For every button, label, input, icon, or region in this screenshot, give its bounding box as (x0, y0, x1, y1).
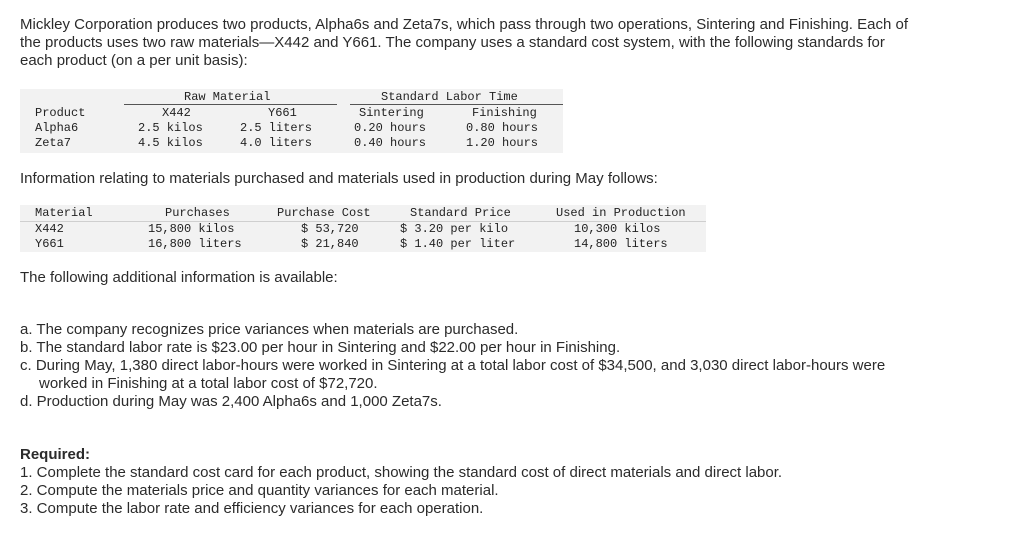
info-items-list (20, 321, 885, 411)
row-purchase-cost: $ 21,840 (301, 237, 359, 251)
info-item-c-continued: worked in Finishing at a total labor cost of $72,720. (39, 375, 378, 392)
row-standard-price: $ 3.20 per kilo (400, 222, 509, 236)
required-item-3: 3. Compute the labor rate and efficiency variances for each operation. (20, 500, 484, 517)
header-x442: X442 (162, 106, 191, 120)
header-purchase-cost: Purchase Cost (277, 206, 371, 220)
intro-line: each product (on a per unit basis): (20, 52, 248, 69)
header-material: Material (35, 206, 93, 220)
header-product: Product (35, 106, 86, 120)
row-used-in-production: 10,300 kilos (574, 222, 661, 236)
row-used-in-production: 14,800 liters (574, 237, 668, 251)
row-product: Zeta7 (35, 136, 72, 150)
row-material: X442 (35, 222, 64, 236)
row-x442: 2.5 kilos (138, 121, 203, 135)
row-sintering: 0.20 hours (354, 121, 427, 135)
intro-line: the products uses two raw materials—X442 and Y661. The company uses a standard cost system, with the following standards for (20, 34, 885, 51)
row-x442: 4.5 kilos (138, 136, 203, 150)
row-sintering: 0.40 hours (354, 136, 427, 150)
row-y661: 4.0 liters (240, 136, 313, 150)
row-product: Alpha6 (35, 121, 79, 135)
row-y661: 2.5 liters (240, 121, 313, 135)
header-standard-price: Standard Price (410, 206, 511, 220)
row-purchase-cost: $ 53,720 (301, 222, 359, 236)
row-standard-price: $ 1.40 per liter (400, 237, 516, 251)
intro-paragraph (20, 16, 908, 70)
header-y661: Y661 (268, 106, 297, 120)
raw-material-rule (124, 104, 337, 105)
required-item-1: 1. Complete the standard cost card for each product, showing the standard cost of direct materials and direct labor. (20, 464, 783, 481)
required-title: Required: (20, 446, 91, 463)
info-item-a: a. The company recognizes price variances when materials are purchased. (20, 321, 519, 338)
labor-time-rule (350, 104, 563, 105)
info-item-b: b. The standard labor rate is $23.00 per hour in Sintering and $22.00 per hour in Finishing. (20, 339, 621, 356)
row-finishing: 1.20 hours (466, 136, 539, 150)
row-purchases: 15,800 kilos (148, 222, 235, 236)
info-text: Information relating to materials purchased and materials used in production during May follows: (20, 170, 658, 187)
additional-info-text: The following additional information is available: (20, 269, 338, 286)
header-purchases: Purchases (165, 206, 230, 220)
row-finishing: 0.80 hours (466, 121, 539, 135)
row-material: Y661 (35, 237, 64, 251)
info-item-d: d. Production during May was 2,400 Alpha6s and 1,000 Zeta7s. (20, 393, 442, 410)
row-purchases: 16,800 liters (148, 237, 242, 251)
required-item-2: 2. Compute the materials price and quantity variances for each material. (20, 482, 499, 499)
header-sintering: Sintering (359, 106, 424, 120)
info-item-c: c. During May, 1,380 direct labor-hours were worked in Sintering at a total labor cost of $34,500, and 3,030 direct labor-hours were (20, 357, 886, 374)
required-section (20, 446, 782, 518)
intro-line: Mickley Corporation produces two products, Alpha6s and Zeta7s, which pass through two operations, Sintering and Finishing. Each of (20, 16, 908, 33)
group-header-raw-material: Raw Material (184, 90, 271, 104)
header-used-in-production: Used in Production (556, 206, 686, 220)
group-header-labor-time: Standard Labor Time (381, 90, 518, 104)
header-finishing: Finishing (472, 106, 537, 120)
